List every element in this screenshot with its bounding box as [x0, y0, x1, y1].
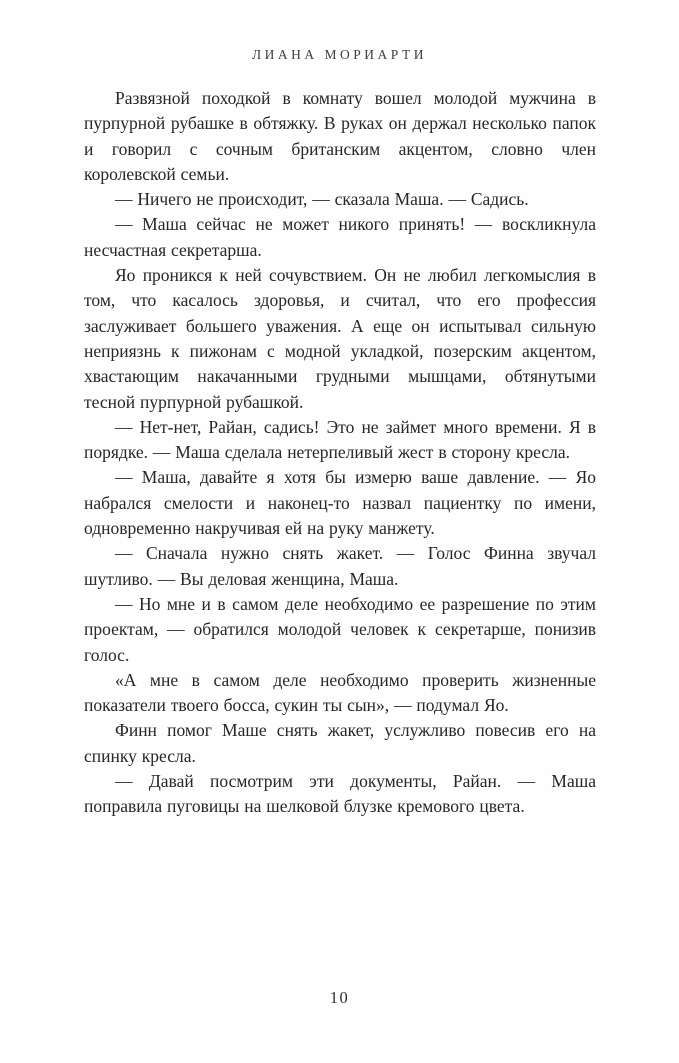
- paragraph: — Маша сейчас не может никого принять! — воскликнула несчастная секретарша.: [84, 214, 596, 260]
- paragraph: — Нет-нет, Райан, садись! Это не займет много времени. Я в порядке. — Маша сделала нетерпеливый жест в сторону кресла.: [84, 416, 596, 463]
- body-text: [84, 86, 596, 820]
- paragraph: — Давай посмотрим эти документы, Райан. — Маша поправила пуговицы на шелковой блузке кремового цвета.: [84, 771, 596, 817]
- paragraph: Финн помог Маше снять жакет, услужливо повесив его на спинку кресла.: [84, 720, 596, 766]
- paragraph: — Маша, давайте я хотя бы измерю ваше давление. — Яо набрался смелости и наконец-то назвал пациентку по имени, одновременно накручивая ей на руку манжету.: [84, 467, 596, 539]
- running-header: ЛИАНА МОРИАРТИ: [252, 47, 427, 62]
- paragraph: — Сначала нужно снять жакет. — Голос Финна звучал шутливо. — Вы деловая женщина, Маша.: [84, 543, 596, 589]
- paragraph: «А мне в самом деле необходимо проверить жизненные показатели твоего босса, сукин ты сын», — подумал Яо.: [84, 669, 596, 716]
- paragraph: — Но мне и в самом деле необходимо ее разрешение по этим проектам, — обратился молодой человек к секретарше, понизив голос.: [84, 593, 596, 665]
- paragraph: Развязной походкой в комнату вошел молодой мужчина в пурпурной рубашке в обтяжку. В руках он держал несколько папок и говорил с сочным британским акцентом, словно член королевской семьи.: [84, 88, 596, 184]
- paragraph: — Ничего не происходит, — сказала Маша. — Садись.: [115, 189, 529, 210]
- paragraph: Яо проникся к ней сочувствием. Он не любил легкомыслия в том, что касалось здоровья, и считал, что его профессия заслуживает большего уважения. А еще он испытывал сильную неприязнь к пижонам с модной укладкой, позерским акцентом, хвастающим накачанными грудными мышцами, обтянутыми тесной пурпурной рубашкой.: [84, 265, 596, 412]
- page-number: 10: [329, 988, 350, 1007]
